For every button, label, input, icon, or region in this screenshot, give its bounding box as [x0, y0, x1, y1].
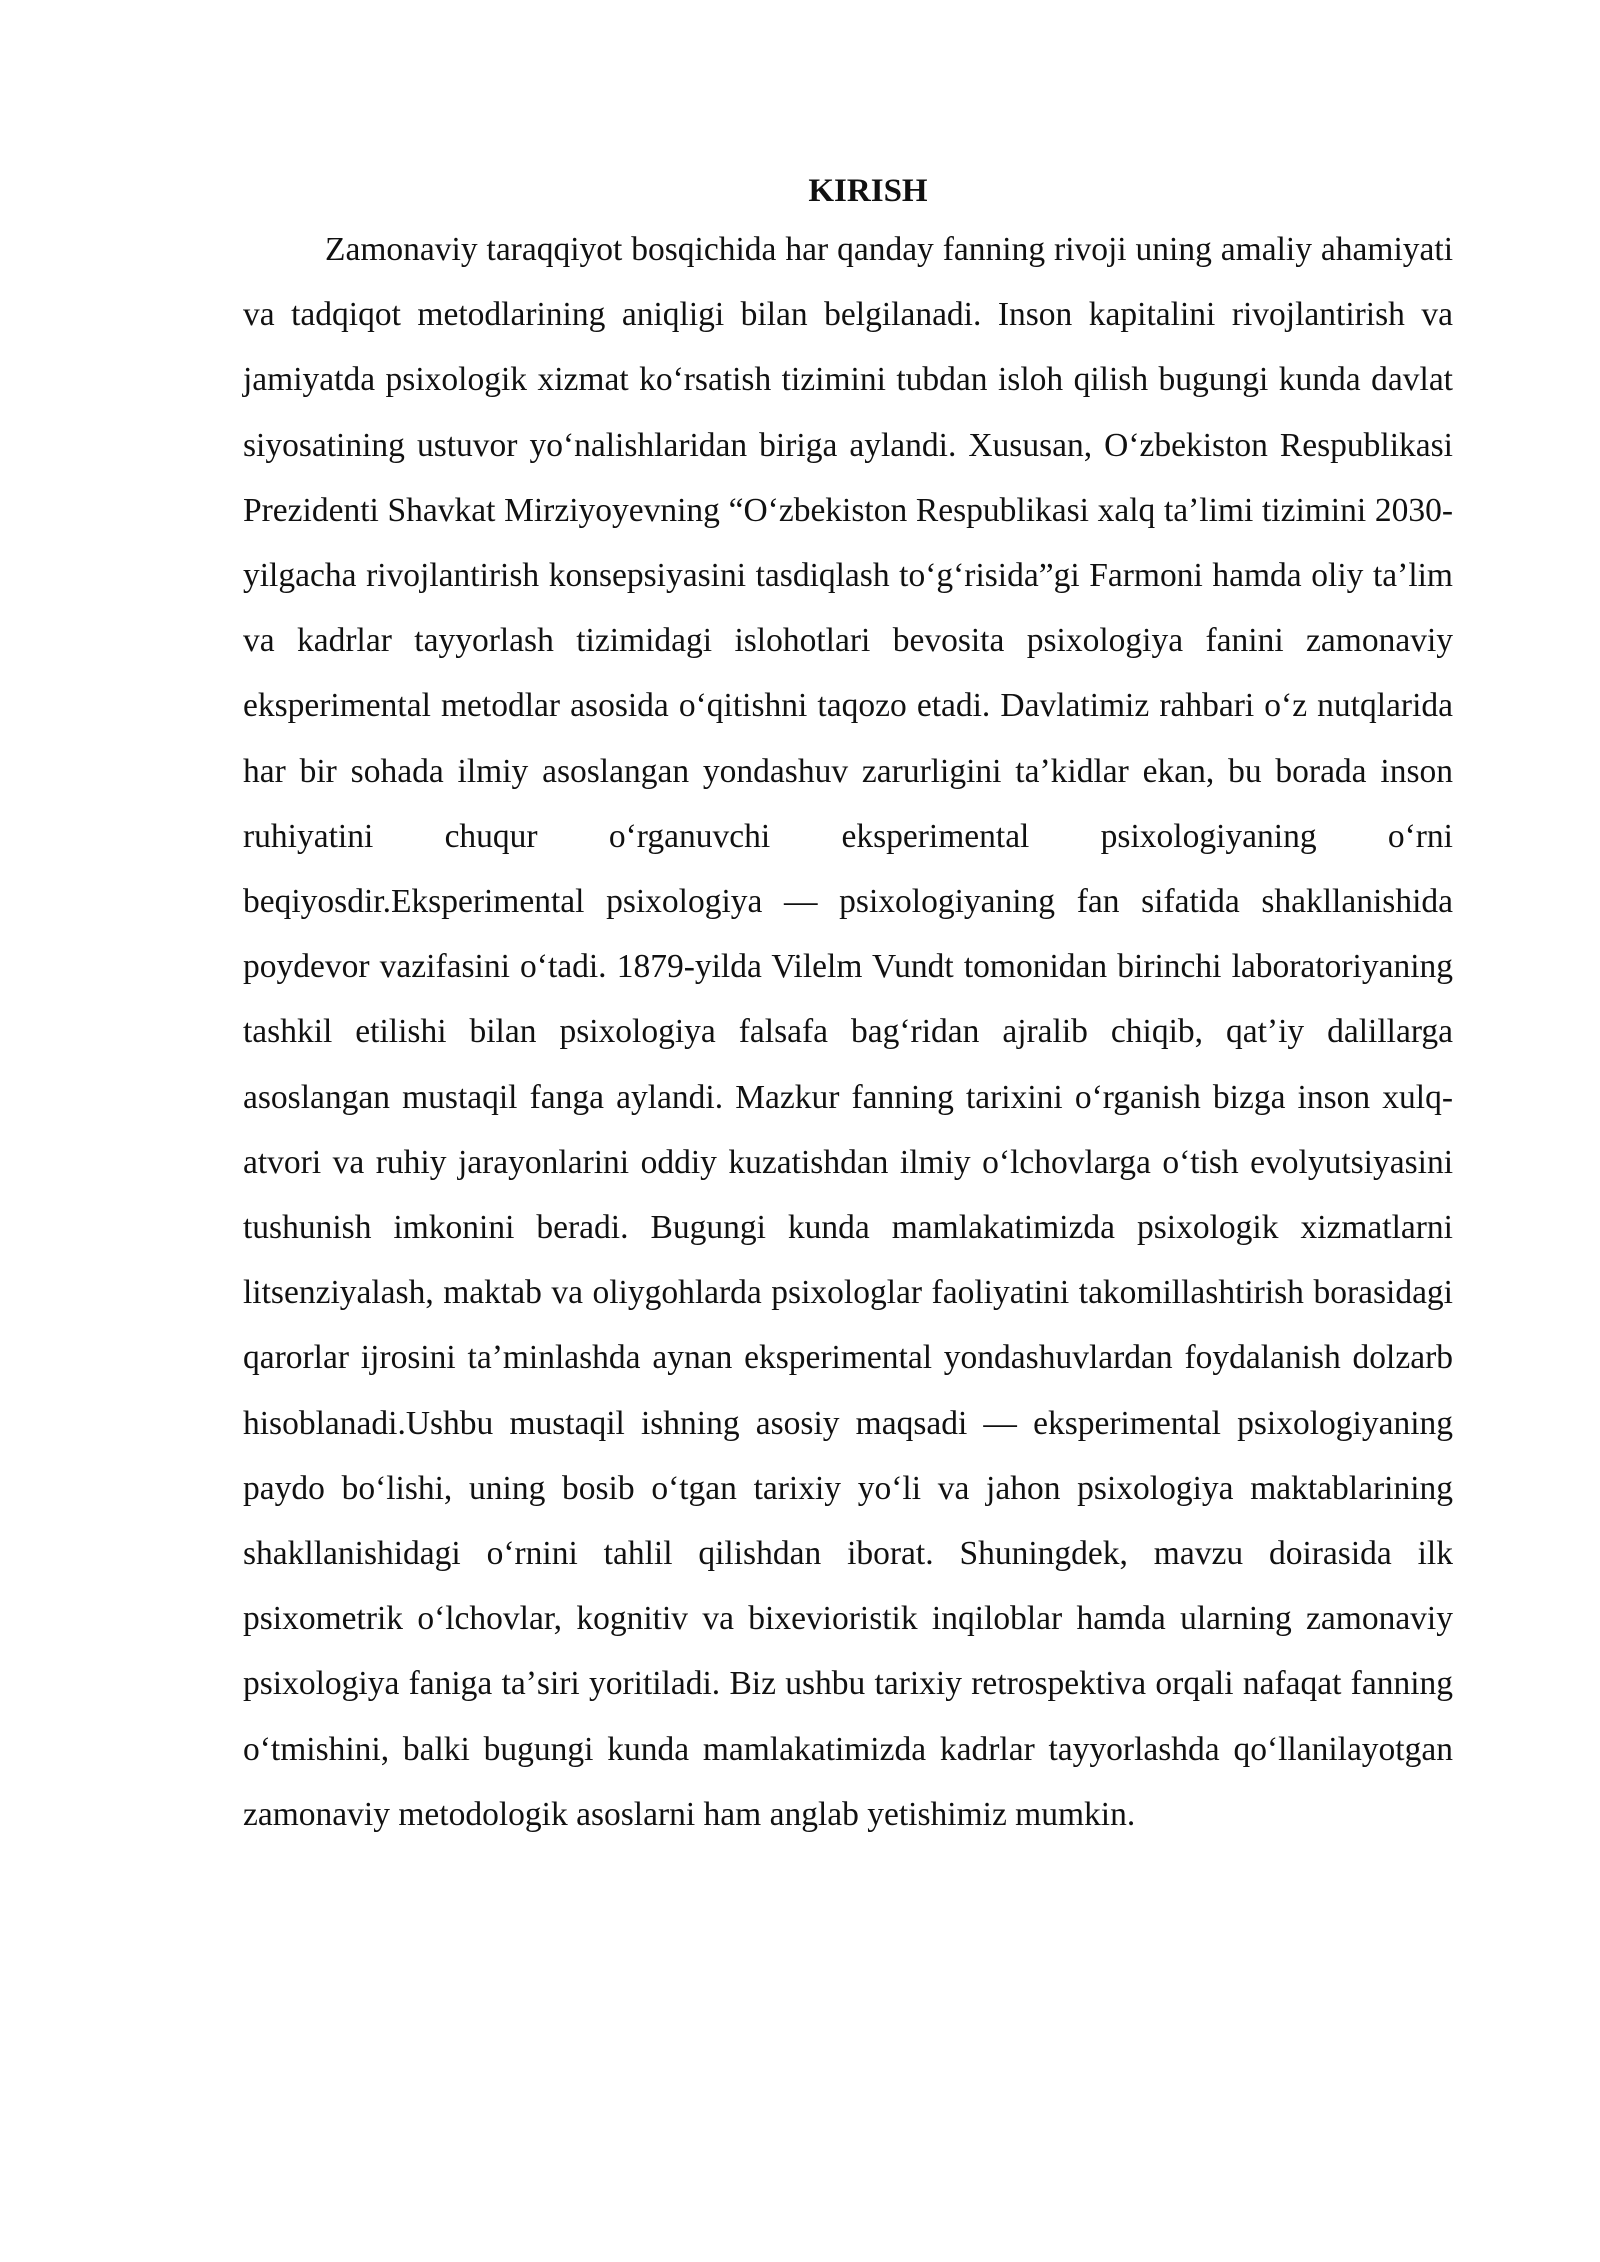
- section-heading: KIRISH: [808, 173, 928, 209]
- document-page: [243, 165, 1453, 1847]
- body-paragraph: Zamonaviy taraqqiyot bosqichida har qanday fanning rivoji uning amaliy ahamiyati va tadqiqot metodlarining aniqligi bilan belgilanadi. Inson kapitalini rivojlantirish va jamiyatda psixologik xizmat koʻrsatish tizimini tubdan isloh qilish bugungi kunda davlat siyosatining ustuvor yoʻnalishlaridan biriga aylandi. Xususan, Oʻzbekiston Respublikasi Prezidenti Shavkat Mirziyoyevning “Oʻzbekiston Respublikasi xalq taʼlimi tizimini 2030-yilgacha rivojlantirish konsepsiyasini tasdiqlash toʻgʻrisida”gi Farmoni hamda oliy taʼlim va kadrlar tayyorlash tizimidagi islohotlari bevosita psixologiya fanini zamonaviy eksperimental metodlar asosida oʻqitishni taqozo etadi. Davlatimiz rahbari oʻz nutqlarida har bir sohada ilmiy asoslangan yondashuv zarurligini taʼkidlar ekan, bu borada inson ruhiyatini chuqur oʻrganuvchi eksperimental psixologiyaning oʻrni beqiyosdir.Eksperimental psixologiya — psixologiyaning fan sifatida shakllanishida poydevor vazifasini oʻtadi. 1879-yilda Vilelm Vundt tomonidan birinchi laboratoriyaning tashkil etilishi bilan psixologiya falsafa bagʻridan ajralib chiqib, qatʼiy dalillarga asoslangan mustaqil fanga aylandi. Mazkur fanning tarixini oʻrganish bizga inson xulq-atvori va ruhiy jarayonlarini oddiy kuzatishdan ilmiy oʻlchovlarga oʻtish evolyutsiyasini tushunish imkonini beradi. Bugungi kunda mamlakatimizda psixologik xizmatlarni litsenziyalash, maktab va oliygohlarda psixologlar faoliyatini takomillashtirish borasidagi qarorlar ijrosini taʼminlashda aynan eksperimental yondashuvlardan foydalanish dolzarb hisoblanadi.Ushbu mustaqil ishning asosiy maqsadi — eksperimental psixologiyaning paydo boʻlishi, uning bosib oʻtgan tarixiy yoʻli va jahon psixologiya maktablarining shakllanishidagi oʻrnini tahlil qilishdan iborat. Shuningdek, mavzu doirasida ilk psixometrik oʻlchovlar, kognitiv va bixevioristik inqiloblar hamda ularning zamonaviy psixologiya faniga taʼsiri yoritiladi. Biz ushbu tarixiy retrospektiva orqali nafaqat fanning oʻtmishini, balki bugungi kunda mamlakatimizda kadrlar tayyorlashda qoʻllanilayotgan zamonaviy metodologik asoslarni ham anglab yetishimiz mumkin.: [243, 231, 1453, 1833]
